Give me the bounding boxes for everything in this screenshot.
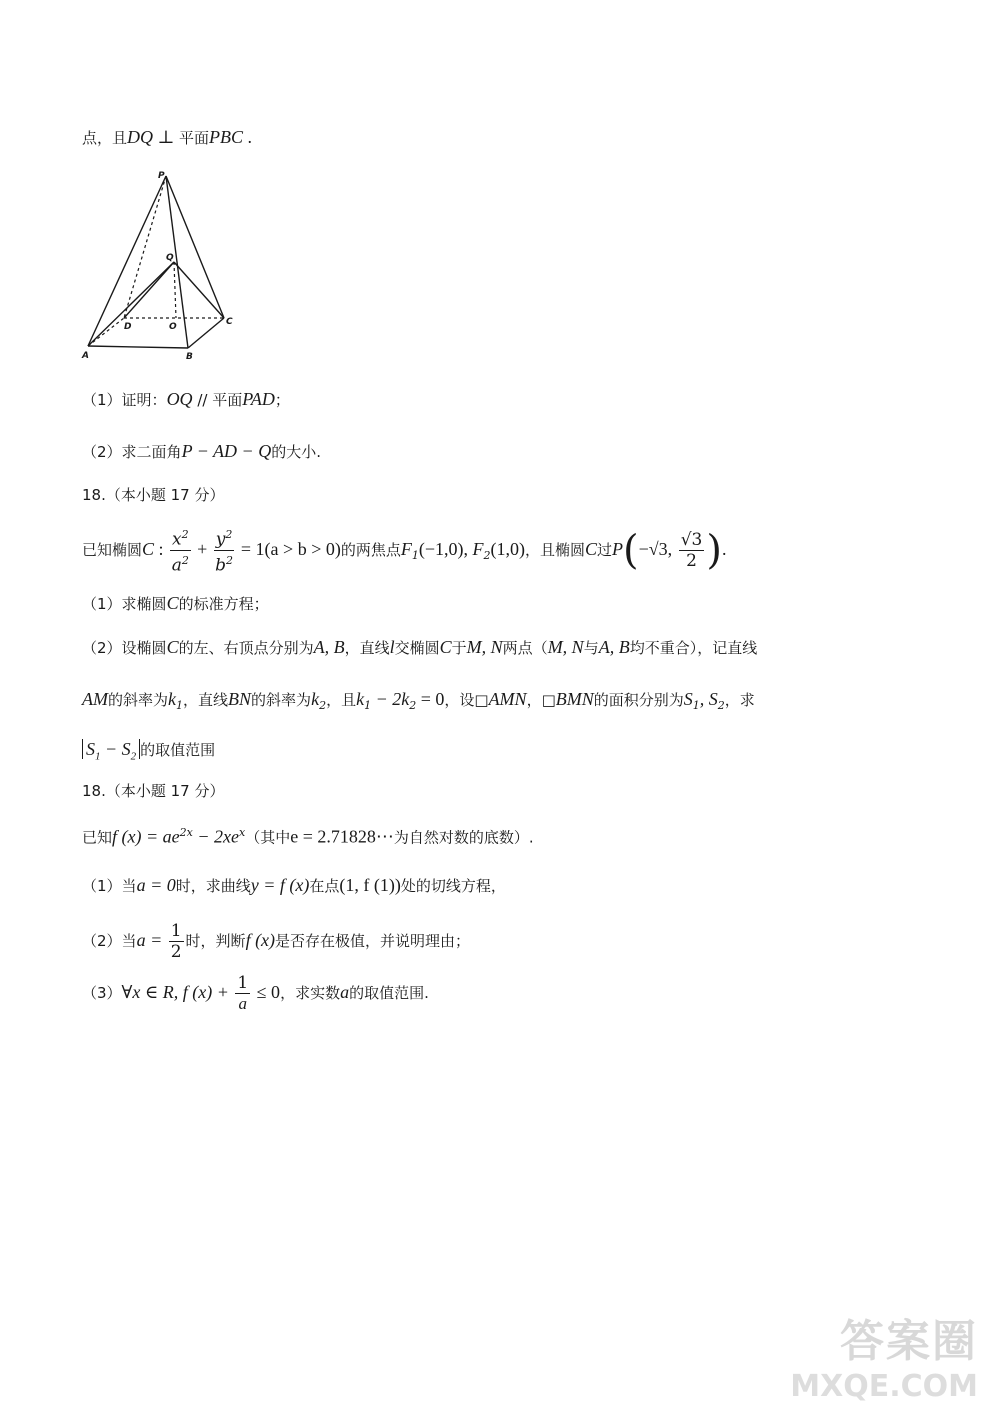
q18b-part1: （1）当a = 0时，求曲线y = f (x)在点(1, f (1))处的切线方程， [82,875,506,895]
edge-BC [188,318,224,348]
fraction-1-2: $\frac{1}{2}$ [170,921,182,962]
label-O: O [169,322,177,332]
q17-part1: （1）证明：OQ // 平面PAD； [82,389,290,409]
label-C: C [226,317,233,327]
edge-DQ [124,262,174,318]
fraction-1-a: $\frac{1}{a}$ [237,973,249,1013]
q17-part2: （2）求二面角P − AD − Q的大小. [82,441,321,461]
absolute-value: $S_1 - S_2$ [82,739,140,759]
q18a-stem: 已知椭圆C : $\frac{x^2}{a^2}$ + $\frac{y^2}{b^2}$ = 1(a > b > 0)的两焦点$F_1(-1,0)$, $F_2(1,0)$，且椭圆C过P(−√3, $\frac{√3}{2}$ ). [82,524,726,581]
q18b-header: 18.（本小题 17 分） [82,782,225,800]
watermark-url: MXQE.COM [790,1369,978,1404]
edge-QC [174,262,224,318]
watermark-text: 答案圈 [840,1316,978,1367]
watermark-logo [790,1305,978,1404]
q18a-part2-line2: AM的斜率为$k_1$，直线BN的斜率为$k_2$，且$k_1 - 2k_2 = 0$，设□AMN，□BMN的面积分别为$S_1$, $S_2$，求 [82,689,755,713]
pyramid-figure [78,166,248,366]
q18b-part2: （2）当a = $\frac{1}{2}$ 时，判断f (x)是否存在极值，并说明理由； [82,921,471,962]
edge-AD [88,318,124,346]
edge-PA [88,176,166,346]
q18b-part3: （3）∀x ∈ R, f (x) + $\frac{1}{a}$ ≤ 0，求实数a的取值范围. [82,973,429,1013]
edge-QO [174,262,176,318]
fraction-sqrt3-2: $\frac{√3}{2}$ [680,530,703,571]
q18a-part2-line3: $S_1 - S_2$ 的取值范围 [82,738,215,768]
label-A: A [82,351,89,361]
q18a-part2-line1: （2）设椭圆C的左、右顶点分别为A, B，直线l交椭圆C于M, N两点（M, N与A, B均不重合），记直线 [82,637,758,657]
fraction-x2-a2: $\frac{x^2}{a^2}$ [170,525,191,575]
edge-AB [88,346,188,348]
q18a-header: 18.（本小题 17 分） [82,486,225,504]
edge-AQ [88,262,174,346]
q18b-stem: 已知f $(x) = ae^{2x} - 2xe^x$（其中e = 2.71828⋯为自然对数的底数）. [82,826,534,847]
label-Q: Q [166,253,174,263]
fraction-y2-b2: $\frac{y^2}{b^2}$ [214,525,235,575]
label-P: P [158,171,165,181]
label-B: B [186,352,193,362]
q18a-part1: （1）求椭圆C的标准方程； [82,593,269,613]
edge-PD [124,176,166,318]
intro-line: 点，且DQ ⊥ 平面PBC . [82,127,252,147]
label-D: D [124,322,132,332]
